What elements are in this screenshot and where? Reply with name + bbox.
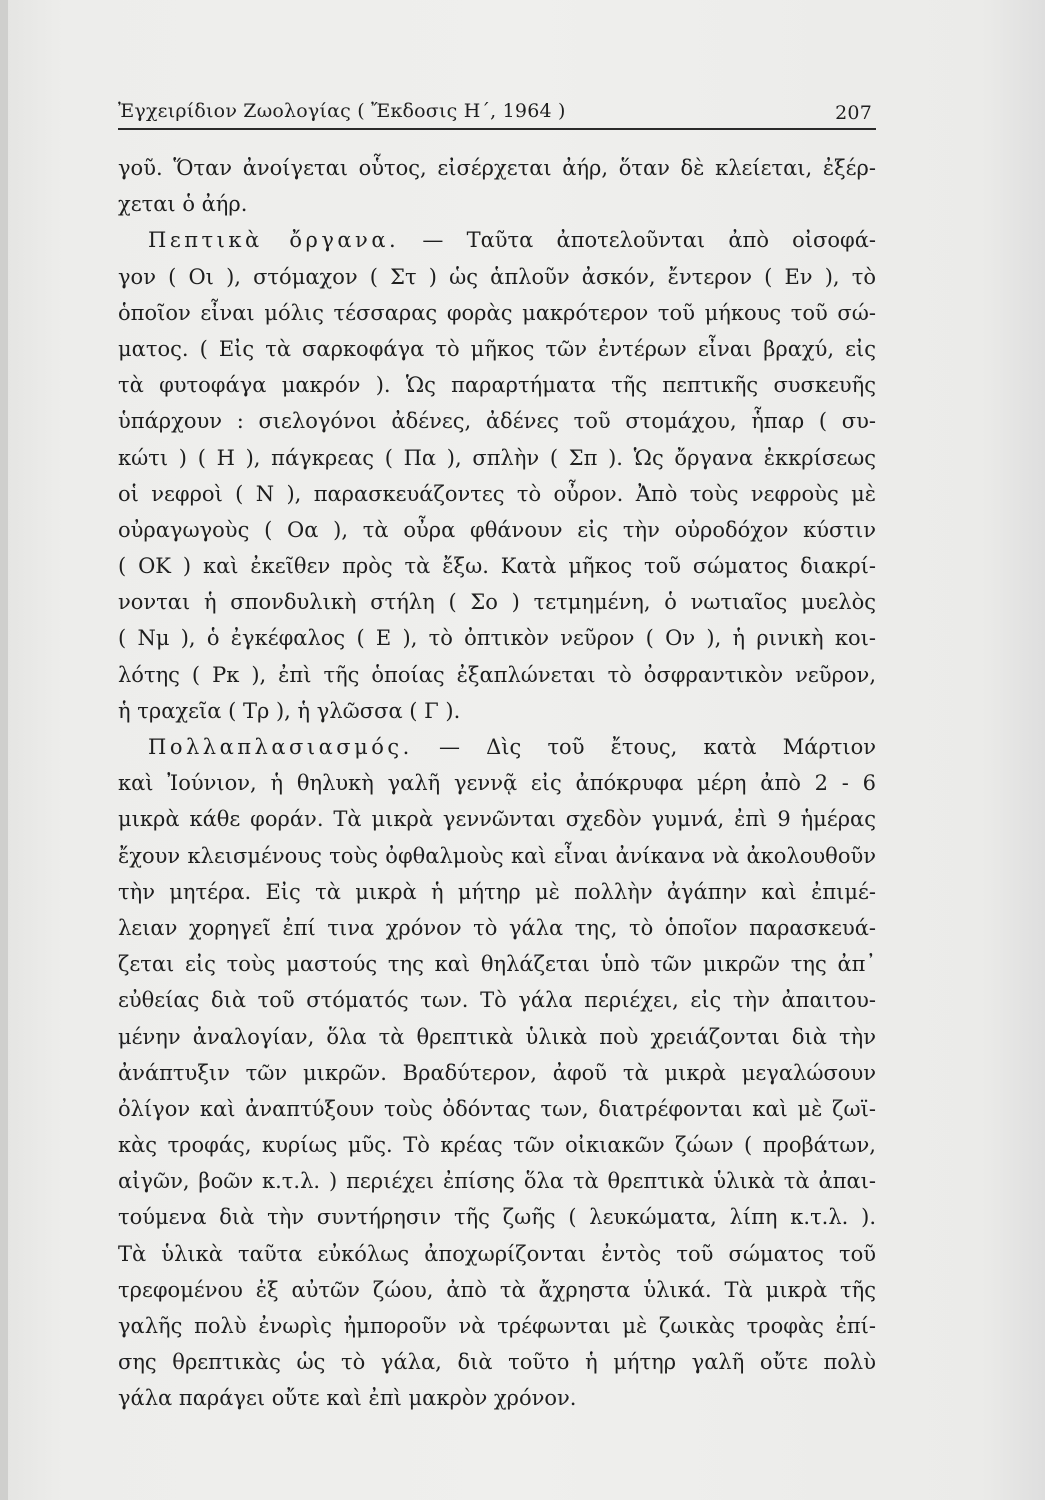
text-line: ἔχουν κλεισμένους τοὺς ὀφθαλμοὺς καὶ εἶναι ἀνίκανα νὰ ἀκολουθοῦν bbox=[118, 843, 876, 868]
text-line: ἀνάπτυξιν τῶν μικρῶν. Βραδύτερον, ἀφοῦ τὰ μικρὰ μεγαλώσουν bbox=[118, 1060, 876, 1085]
text-line: γάλα παράγει οὔτε καὶ ἐπὶ μακρὸν χρόνον. bbox=[118, 1386, 577, 1411]
section-heading-digestive: Πεπτικὰ ὄργανα. bbox=[148, 228, 400, 253]
page-edge bbox=[0, 0, 8, 1500]
text-line: λειαν χορηγεῖ ἐπί τινα χρόνον τὸ γάλα της, τὸ ὁποῖον παρασκευά- bbox=[118, 915, 876, 940]
text-line: γοῦ. Ὅταν ἀνοίγεται οὗτος, εἰσέρχεται ἀήρ, ὅταν δὲ κλείεται, ἐξέρ- bbox=[118, 156, 876, 180]
text-line: ἡ τραχεῖα ( Τρ ), ἡ γλῶσσα ( Γ ). bbox=[118, 698, 461, 723]
text-line-segment: — Ταῦτα ἀποτελοῦνται ἀπὸ οἰσοφά- bbox=[422, 228, 876, 253]
text-line: τρεφομένου ἐξ αὐτῶν ζώου, ἀπὸ τὰ ἄχρηστα ὑλικά. Τὰ μικρὰ τῆς bbox=[118, 1277, 876, 1302]
text-line: ὑπάρχουν : σιελογόνοι ἀδένες, ἀδένες τοῦ στομάχου, ἧπαρ ( συ- bbox=[118, 409, 876, 434]
text-line: κώτι ) ( Η ), πάγκρεας ( Πα ), σπλὴν ( Σπ ). Ὡς ὄργανα ἐκκρίσεως bbox=[118, 445, 876, 470]
text-line: αἰγῶν, βοῶν κ.τ.λ. ) περιέχει ἐπίσης ὅλα τὰ θρεπτικὰ ὑλικὰ τὰ ἀπαι- bbox=[118, 1169, 876, 1194]
text-line: νονται ἡ σπονδυλικὴ στήλη ( Σο ) τετμημένη, ὁ νωτιαῖος μυελὸς bbox=[118, 590, 876, 615]
section-heading-reproduction: Πολλαπλασιασμός. bbox=[148, 735, 413, 759]
text-line: γαλῆς πολὺ ἐνωρὶς ἠμποροῦν νὰ τρέφωνται μὲ ζωικὰς τροφὰς ἐπί- bbox=[118, 1314, 876, 1338]
running-header bbox=[118, 96, 876, 130]
text-line: Τὰ ὑλικὰ ταῦτα εὐκόλως ἀποχωρίζονται ἐντὸς τοῦ σώματος τοῦ bbox=[118, 1241, 876, 1266]
text-line: οἱ νεφροὶ ( Ν ), παρασκευάζοντες τὸ οὖρον. Ἀπὸ τοὺς νεφροὺς μὲ bbox=[118, 481, 876, 506]
text-line: ζεται εἰς τοὺς μαστούς της καὶ θηλάζεται ὑπὸ τῶν μικρῶν της ἀπ᾽ bbox=[118, 952, 876, 977]
text-line: καὶ Ἰούνιον, ἡ θηλυκὴ γαλῆ γεννᾷ εἰς ἀπόκρυφα μέρη ἀπὸ 2 - 6 bbox=[118, 771, 876, 796]
text-line: τὰ φυτοφάγα μακρόν ). Ὡς παραρτήματα τῆς πεπτικῆς συσκευῆς bbox=[118, 373, 876, 398]
text-line bbox=[118, 222, 876, 258]
text-line: τὴν μητέρα. Εἰς τὰ μικρὰ ἡ μήτηρ μὲ πολλὴν ἀγάπην καὶ ἐπιμέ- bbox=[118, 879, 876, 904]
text-line: χεται ὁ ἀήρ. bbox=[118, 192, 248, 217]
text-line: ( Νμ ), ὁ ἐγκέφαλος ( Ε ), τὸ ὀπτικὸν νεῦρον ( Ον ), ἡ ρινικὴ κοι- bbox=[118, 626, 876, 651]
text-line: εὐθείας διὰ τοῦ στόματός των. Τὸ γάλα περιέχει, εἰς τὴν ἀπαιτου- bbox=[118, 988, 876, 1013]
text-line-segment: — Δὶς τοῦ ἔτους, κατὰ Μάρτιον bbox=[439, 735, 876, 759]
text-line: ματος. ( Εἰς τὰ σαρκοφάγα τὸ μῆκος τῶν ἐντέρων εἶναι βραχύ, εἰς bbox=[118, 336, 876, 361]
text-line: μένην ἀναλογίαν, ὅλα τὰ θρεπτικὰ ὑλικὰ ποὺ χρειάζονται διὰ τὴν bbox=[118, 1024, 876, 1049]
text-line: τούμενα διὰ τὴν συντήρησιν τῆς ζωῆς ( λευκώματα, λίπη κ.τ.λ. ). bbox=[118, 1205, 876, 1230]
header-title: Ἐγχειρίδιον Ζωολογίας ( Ἔκδοσις Η΄, 1964 ) bbox=[118, 100, 566, 122]
text-line: οὐραγωγοὺς ( Οα ), τὰ οὖρα φθάνουν εἰς τὴν οὐροδόχον κύστιν bbox=[118, 517, 876, 542]
text-line: κὰς τροφάς, κυρίως μῦς. Τὸ κρέας τῶν οἰκιακῶν ζώων ( προβάτων, bbox=[118, 1133, 876, 1158]
text-line: ( ΟΚ ) καὶ ἐκεῖθεν πρὸς τὰ ἔξω. Κατὰ μῆκος τοῦ σώματος διακρί- bbox=[118, 554, 876, 579]
text-line: λότης ( Ρκ ), ἐπὶ τῆς ὁποίας ἐξαπλώνεται τὸ ὀσφραντικὸν νεῦρον, bbox=[118, 662, 876, 687]
body-text bbox=[118, 150, 876, 1417]
text-line: γον ( Οι ), στόμαχον ( Στ ) ὡς ἁπλοῦν ἀσκόν, ἔντερον ( Εν ), τὸ bbox=[118, 264, 876, 289]
text-line bbox=[118, 729, 876, 765]
page-number: 207 bbox=[835, 102, 872, 124]
text-line: ὁποῖον εἶναι μόλις τέσσαρας φορὰς μακρότερον τοῦ μήκους τοῦ σώ- bbox=[118, 300, 876, 325]
header-rule bbox=[118, 128, 876, 130]
text-line: ὀλίγον καὶ ἀναπτύξουν τοὺς ὀδόντας των, διατρέφονται καὶ μὲ ζωϊ- bbox=[118, 1096, 876, 1121]
text-line: μικρὰ κάθε φοράν. Τὰ μικρὰ γεννῶνται σχεδὸν γυμνά, ἐπὶ 9 ἡμέρας bbox=[118, 807, 876, 832]
text-line: σης θρεπτικὰς ὡς τὸ γάλα, διὰ τοῦτο ἡ μήτηρ γαλῆ οὔτε πολὺ bbox=[118, 1350, 876, 1375]
